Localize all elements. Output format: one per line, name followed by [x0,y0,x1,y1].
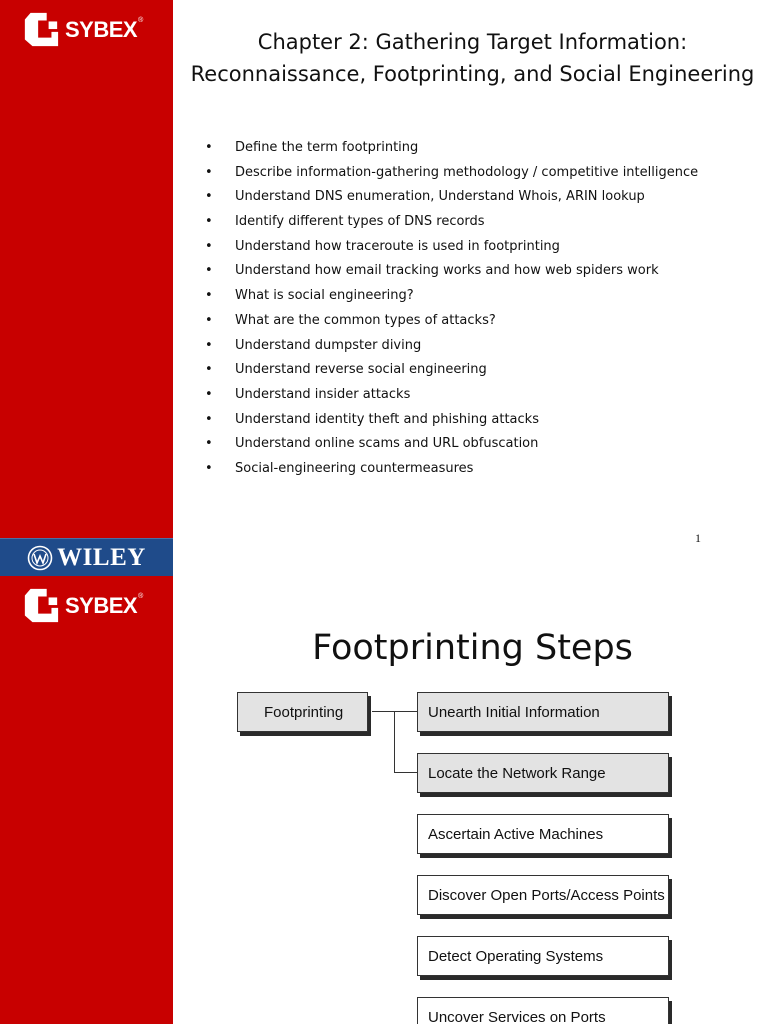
bullet-dot: • [205,411,213,427]
objectives-list [205,138,705,484]
step-label: Uncover Services on Ports [428,1008,606,1024]
sybex-logo [22,10,143,50]
connector-vertical [394,711,395,773]
bullet-text: Understand identity theft and phishing attacks [235,411,539,427]
sybex-wordmark [65,17,143,43]
bullet-item [205,163,705,183]
step-box [417,875,669,915]
page-number: 1 [695,531,701,545]
slide-2 [0,576,768,1024]
step-box [417,692,669,732]
bullet-text: Identify different types of DNS records [235,214,485,230]
chapter-title: Chapter 2: Gathering Target Information: Reconnaissance, Footprinting, and Social Engineering [190,30,755,86]
connector-branch [394,772,417,773]
bullet-text: Social-engineering countermeasures [235,460,474,476]
sybex-mark-icon [22,587,60,625]
bullet-item [205,237,705,257]
bullet-text: Define the term footprinting [235,140,419,155]
bullet-dot: • [205,312,213,328]
bullet-text: Understand reverse social engineering [235,362,487,378]
sidebar [0,576,173,1024]
step-label: Locate the Network Range [428,764,606,782]
sybex-text: SYBEX [65,593,138,618]
footprinting-root-box [237,692,368,732]
bullet-text: What are the common types of attacks? [235,312,496,328]
wiley-logo [0,538,173,576]
bullet-item [205,410,705,430]
bullet-text: Understand online scams and URL obfuscation [235,436,539,452]
step-box [417,753,669,793]
bullet-item [205,385,705,405]
bullet-text: What is social engineering? [235,288,414,304]
bullet-item [205,212,705,232]
sidebar [0,0,173,576]
sybex-wordmark [65,593,143,619]
root-box-label: Footprinting [264,703,344,721]
bullet-text: Describe information-gathering methodology / competitive intelligence [235,164,699,180]
bullet-dot: • [205,460,213,476]
bullet-item [205,261,705,281]
bullet-text: Understand insider attacks [235,386,411,402]
bullet-dot: • [205,436,213,452]
bullet-dot: • [205,337,213,353]
bullet-dot: • [205,288,213,304]
wiley-text: WILEY [57,543,146,571]
sybex-mark-icon [22,11,60,49]
sybex-logo [22,586,143,626]
bullet-item [205,138,705,158]
step-label: Discover Open Ports/Access Points [428,886,665,904]
bullet-item [205,187,705,207]
step-label: Ascertain Active Machines [428,825,604,843]
bullet-item [205,311,705,331]
bullet-dot: • [205,362,213,378]
trademark-mark: ® [138,17,143,24]
sybex-text: SYBEX [65,17,138,42]
trademark-mark: ® [138,593,143,600]
bullet-dot: • [205,164,213,180]
bullet-text: Understand how traceroute is used in footprinting [235,238,560,254]
bullet-dot: • [205,238,213,254]
step-box [417,814,669,854]
bullet-item [205,360,705,380]
step-label: Detect Operating Systems [428,947,604,965]
step-label: Unearth Initial Information [428,703,600,721]
step-box [417,997,669,1024]
bullet-text: Understand how email tracking works and how web spiders work [235,263,659,279]
bullet-dot: • [205,140,213,155]
bullet-item [205,434,705,454]
slide-title: Footprinting Steps [312,628,633,668]
bullet-item [205,459,705,479]
bullet-dot: • [205,386,213,402]
bullet-text: Understand dumpster diving [235,337,422,353]
step-box [417,936,669,976]
bullet-item [205,286,705,306]
wiley-seal-icon [27,545,53,571]
bullet-dot: • [205,214,213,230]
bullet-text: Understand DNS enumeration, Understand Whois, ARIN lookup [235,189,645,205]
bullet-dot: • [205,263,213,279]
bullet-dot: • [205,189,213,205]
bullet-item [205,336,705,356]
